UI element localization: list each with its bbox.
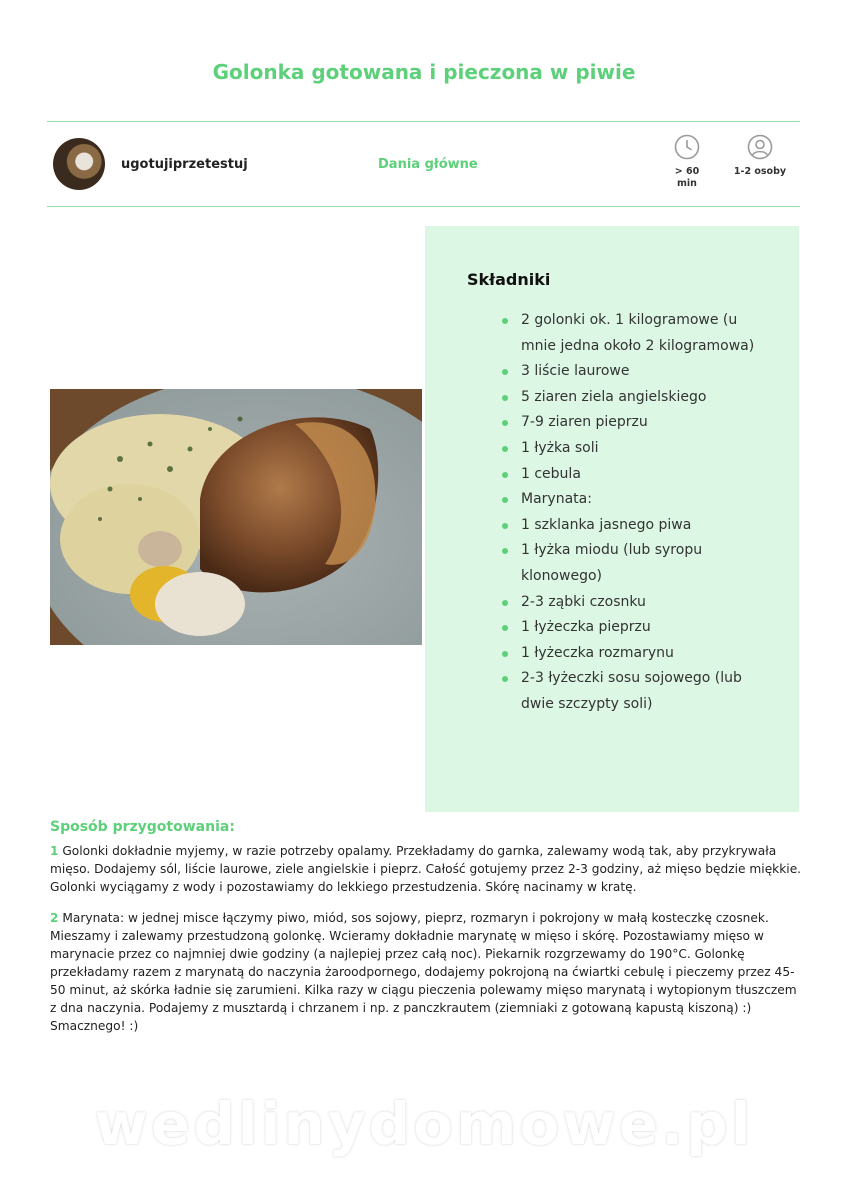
ingredient-item: 1 łyżeczka rozmarynu — [521, 641, 761, 667]
author-avatar[interactable] — [53, 138, 105, 190]
step-text: Golonki dokładnie myjemy, w razie potrzeby opalamy. Przekładamy do garnka, zalewamy wodą tak, aby przykrywała mięso. Dodajemy sól, liście laurowe, ziele angielskie i pieprz. Całość gotujemy przez 2-3 godziny, aż mięso będzie miękkie. Golonki wyciągamy z wody i pozostawiamy do lekkiego przestudzenia. Skórę nacinamy w kratę. — [50, 844, 802, 894]
step-text: Marynata: w jednej misce łączymy piwo, miód, sos sojowy, pieprz, rozmaryn i pokrojony w małą kosteczkę czosnek. Mieszamy i zalewamy przestudzoną golonkę. Wcieramy dokładnie marynatę w mięso i skórę. Pozostawiamy mięso w marynacie przez co najmniej dwie godziny (a najlepiej przez całą noc). Piekarnik rozgrzewamy do 190°C. Golonkę przekładamy razem z marynatą do naczynia żaroodpornego, dodajemy pokrojoną na ćwiartki cebulę i pieczemy przez 45-50 minut, aż skórka ładnie się zarumieni. Kilka razy w ciągu pieczenia polewamy mięso marynatą i wytopionym tłuszczem z dna naczynia. Podajemy z musztardą i chrzanem i np. z panczkrautem (ziemniaki z gotowaną kapustą kiszoną) :) Smacznego! :) — [50, 911, 797, 1033]
step-number: 2 — [50, 911, 59, 925]
ingredient-item: 1 łyżka soli — [521, 436, 761, 462]
ingredient-item: 2-3 łyżeczki sosu sojowego (lub dwie szczypty soli) — [521, 666, 761, 717]
ingredient-item: 1 łyżka miodu (lub syropu klonowego) — [521, 538, 761, 589]
ingredients-list — [521, 308, 761, 718]
ingredient-item: Marynata: — [521, 487, 761, 513]
preparation-title: Sposób przygotowania: — [50, 819, 235, 835]
recipe-title: Golonka gotowana i pieczona w piwie — [212, 60, 636, 84]
header-divider-bottom — [47, 206, 800, 207]
ingredient-item: 2 golonki ok. 1 kilogramowe (u mnie jedna około 2 kilogramowa) — [521, 308, 761, 359]
header-divider-top — [47, 121, 800, 122]
preparation-step — [50, 909, 802, 1035]
ingredient-item: 5 ziaren ziela angielskiego — [521, 385, 761, 411]
servings — [728, 134, 792, 178]
prep-time — [667, 134, 707, 190]
clock-icon — [674, 134, 700, 160]
step-number: 1 — [50, 844, 59, 858]
ingredient-item: 1 cebula — [521, 462, 761, 488]
ingredient-item: 7-9 ziaren pieprzu — [521, 410, 761, 436]
prep-time-unit: min — [677, 178, 697, 189]
author-name[interactable]: ugotujiprzetestuj — [121, 157, 248, 172]
ingredient-item: 1 szklanka jasnego piwa — [521, 513, 761, 539]
prep-time-value: > 60 — [674, 166, 700, 177]
ingredients-panel — [425, 226, 799, 812]
preparation-step — [50, 842, 802, 896]
recipe-photo — [50, 389, 422, 645]
ingredient-item: 3 liście laurowe — [521, 359, 761, 385]
ingredient-item: 2-3 ząbki czosnku — [521, 590, 761, 616]
site-watermark: wedlinydomowe.pl — [94, 1090, 754, 1158]
ingredients-title: Składniki — [467, 270, 551, 289]
user-icon — [747, 134, 773, 160]
recipe-category[interactable]: Dania główne — [378, 157, 478, 172]
servings-value: 1-2 osoby — [733, 166, 787, 177]
ingredient-item: 1 łyżeczka pieprzu — [521, 615, 761, 641]
